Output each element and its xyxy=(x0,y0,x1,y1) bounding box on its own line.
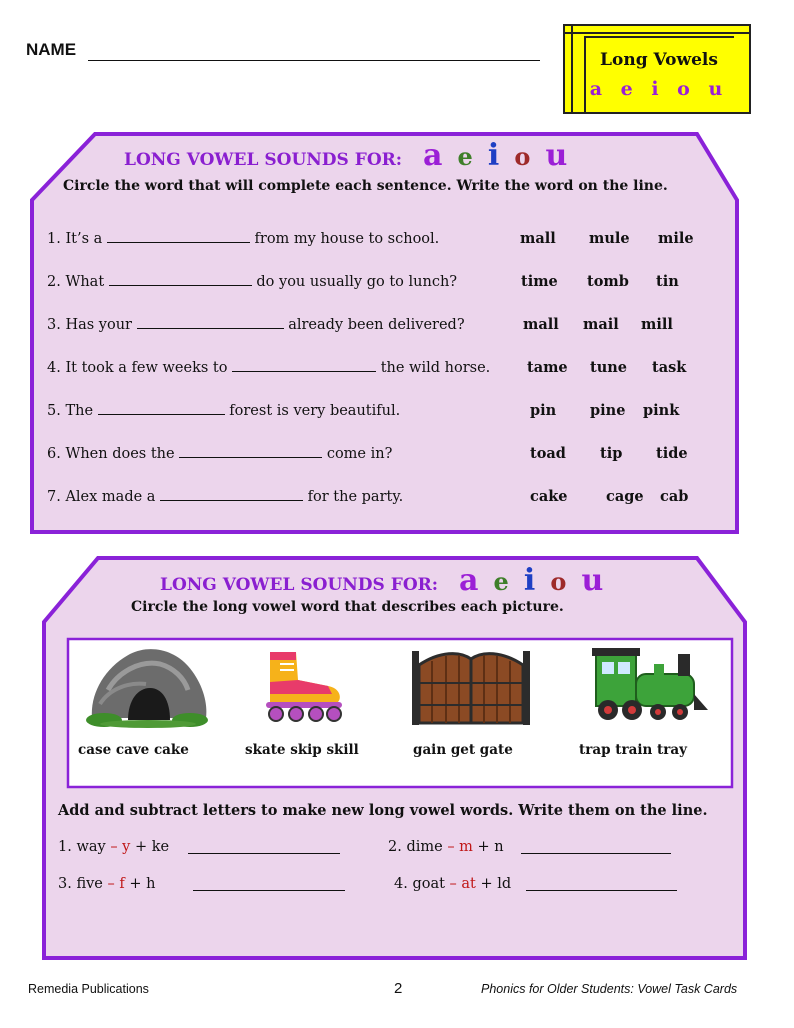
word-choice[interactable]: tide xyxy=(656,445,688,462)
word-choice[interactable]: tame xyxy=(527,359,568,376)
word-choice[interactable]: pine xyxy=(590,402,626,419)
word-choice[interactable]: mall xyxy=(520,230,556,247)
section1-instructions: Circle the word that will complete each sentence. Write the word on the line. xyxy=(63,178,668,194)
vowel-e: e xyxy=(493,567,509,596)
answer-line[interactable] xyxy=(188,853,340,854)
gate-icon xyxy=(410,645,532,727)
word-choice[interactable]: task xyxy=(652,359,687,376)
answer-blank[interactable] xyxy=(109,273,252,286)
sentence-end: forest is very beautiful. xyxy=(224,403,401,419)
add-subtract-instructions: Add and subtract letters to make new long vowel words. Write them on the line. xyxy=(58,802,708,819)
problem-4: 4. goat – at + ld xyxy=(394,876,512,892)
tag-title: Long Vowels xyxy=(600,50,718,70)
section2-heading: LONG VOWEL SOUNDS FOR: xyxy=(160,575,439,595)
sentence-start: 2. What xyxy=(47,274,109,290)
word-choice[interactable]: cake xyxy=(530,488,568,505)
answer-line[interactable] xyxy=(526,890,677,891)
answer-line[interactable] xyxy=(521,853,671,854)
picture-choices-gate: gain get gate xyxy=(413,742,513,758)
vowel-u: u xyxy=(581,563,604,598)
vowel-a: a xyxy=(423,138,443,173)
sentence-row xyxy=(47,445,392,462)
tag-vowels: a e i o u xyxy=(589,78,729,100)
sentence-start: 6. When does the xyxy=(47,446,180,462)
word-choice[interactable]: toad xyxy=(530,445,566,462)
word-choice[interactable]: mile xyxy=(658,230,694,247)
word-choice[interactable]: pin xyxy=(530,402,557,419)
sentence-row xyxy=(47,273,457,290)
picture-choices-train: trap train tray xyxy=(579,742,687,758)
answer-blank[interactable] xyxy=(107,230,250,243)
answer-line[interactable] xyxy=(193,890,345,891)
word-choice[interactable]: time xyxy=(521,273,558,290)
sentence-start: 1. It’s a xyxy=(47,231,107,247)
footer-title: Phonics for Older Students: Vowel Task Cards xyxy=(481,982,738,996)
sentence-start: 3. Has your xyxy=(47,317,137,333)
sentence-end: the wild horse. xyxy=(376,360,491,376)
word-choice[interactable]: cab xyxy=(660,488,689,505)
answer-blank[interactable] xyxy=(179,445,322,458)
section1-vowels xyxy=(423,138,567,173)
word-choice[interactable]: pink xyxy=(643,402,680,419)
word-choice[interactable]: mill xyxy=(641,316,673,333)
word-choice[interactable]: mule xyxy=(589,230,630,247)
sentence-start: 5. The xyxy=(47,403,98,419)
picture-choices-skate: skate skip skill xyxy=(245,742,359,758)
sentence-row xyxy=(47,402,400,419)
vowel-i: i xyxy=(487,138,500,173)
answer-blank[interactable] xyxy=(232,359,376,372)
sentence-end: for the party. xyxy=(303,489,404,505)
picture-choices-cave: case cave cake xyxy=(78,742,189,758)
word-choice[interactable]: tomb xyxy=(587,273,629,290)
problem-3: 3. five – f + h xyxy=(58,876,156,892)
section1-heading: LONG VOWEL SOUNDS FOR: xyxy=(124,150,403,170)
vowel-a: a xyxy=(459,563,479,598)
problem-2: 2. dime – m + n xyxy=(388,839,504,855)
sentence-row xyxy=(47,488,403,505)
sentence-row xyxy=(47,359,490,376)
train-icon xyxy=(592,644,710,724)
answer-blank[interactable] xyxy=(137,316,284,329)
vowel-i: i xyxy=(523,563,536,598)
name-label: NAME xyxy=(26,40,77,59)
word-choice[interactable]: mail xyxy=(583,316,619,333)
problem-1: 1. way – y + ke xyxy=(58,839,170,855)
vowel-o: o xyxy=(550,567,567,596)
answer-blank[interactable] xyxy=(98,402,225,415)
vowel-e: e xyxy=(457,142,473,171)
sentence-row xyxy=(47,316,465,333)
cave-icon xyxy=(84,644,212,728)
word-choice[interactable]: mall xyxy=(523,316,559,333)
word-choice[interactable]: tune xyxy=(590,359,628,376)
vowel-u: u xyxy=(545,138,568,173)
word-choice[interactable]: cage xyxy=(606,488,644,505)
word-choice[interactable]: tip xyxy=(600,445,623,462)
sentence-end: already been delivered? xyxy=(283,317,465,333)
vowel-o: o xyxy=(514,142,531,171)
page-number: 2 xyxy=(394,980,403,997)
sentence-row xyxy=(47,230,439,247)
roller-skate-icon xyxy=(256,646,348,724)
word-choice[interactable]: tin xyxy=(656,273,679,290)
section2-instructions: Circle the long vowel word that describes each picture. xyxy=(131,599,564,615)
footer-publisher: Remedia Publications xyxy=(28,982,149,996)
sentence-end: from my house to school. xyxy=(249,231,440,247)
sentence-end: do you usually go to lunch? xyxy=(251,274,458,290)
sentence-start: 7. Alex made a xyxy=(47,489,161,505)
section2-vowels xyxy=(459,563,603,598)
sentence-start: 4. It took a few weeks to xyxy=(47,360,233,376)
answer-blank[interactable] xyxy=(160,488,303,501)
sentence-end: come in? xyxy=(322,446,393,462)
